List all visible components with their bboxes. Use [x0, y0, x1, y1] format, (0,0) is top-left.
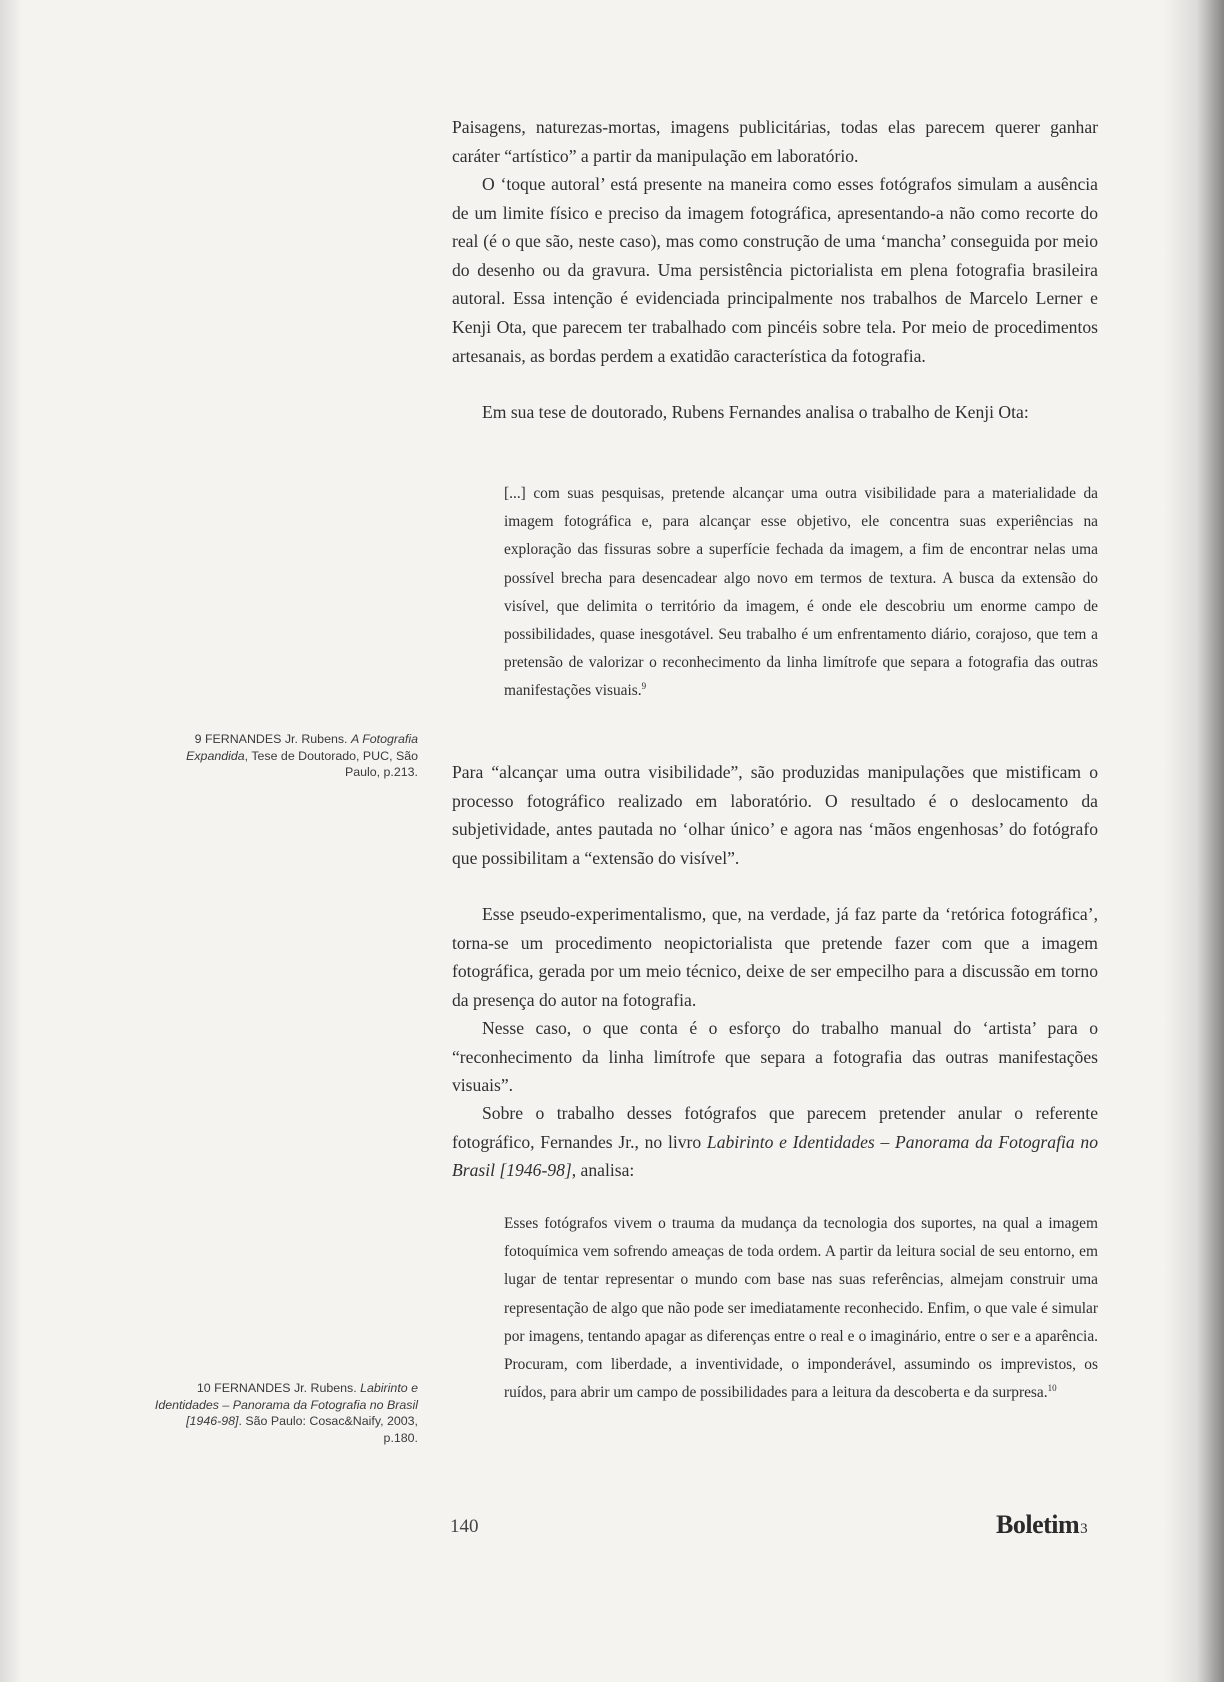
paragraph-4: Para “alcançar uma outra visibilidade”, são produzidas manipulações que mistificam o processo fotográfico realizado em laboratório. O resultado é o deslocamento da subjetividade, antes pautada no ‘olhar único’ e agora nas ‘mãos engenhosas’ do fotógrafo que possibilitam a “extensão do visível”. [452, 762, 1098, 868]
journal-name: Boletim [996, 1510, 1080, 1539]
block-quote-1-text: [...] com suas pesquisas, pretende alcançar uma outra visibilidade para a materialidade da imagem fotográfica e, para alcançar esse objetivo, ele concentra suas experiências na exploração das fissuras sobre a superfície fechada da imagem, a fim de encontrar nelas uma possível brecha para desencadear algo novo em termos de textura. A busca da extensão do visível, que delimita o território da imagem, é onde ele descobriu um enorme campo de possibilidades, quase inesgotável. Seu trabalho é um enfrentamento diário, corajoso, que tem a pretensão de valorizar o reconhecimento da linha limítrofe que separa a fotografia das outras manifestações visuais. [504, 485, 1098, 700]
footnote-9-rest: , Tese de Doutorado, PUC, São Paulo, p.213. [244, 748, 418, 780]
journal-issue: 3 [1080, 1521, 1088, 1537]
page-edge-shadow-right [1164, 0, 1224, 1682]
paragraph-6: Nesse caso, o que conta é o esforço do trabalho manual do ‘artista’ para o “reconhecimento da linha limítrofe que separa a fotografia das outras manifestações visuais”. [452, 1018, 1098, 1096]
footnote-9-title: A Fotografia Expandida [186, 732, 418, 763]
paragraph-1: Paisagens, naturezas-mortas, imagens publicitárias, todas elas parecem querer ganhar caráter “artístico” a partir da manipulação em laboratório. [452, 117, 1098, 166]
paragraph-2: O ‘toque autoral’ está presente na maneira como esses fotógrafos simulam a ausência de um limite físico e preciso da imagem fotográfica, apresentando-a não como recorte do real (é o que são, neste caso), mas como construção de uma ‘mancha’ conseguida por meio do desenho ou da gravura. Uma persistência pictorialista em plena fotografia brasileira autoral. Essa intenção é evidenciada principalmente nos trabalhos de Marcelo Lerner e Kenji Ota, que parecem ter trabalhado com pincéis sobre tela. Por meio de procedimentos artesanais, as bordas perdem a exatidão característica da fotografia. [452, 174, 1098, 366]
paragraph-7 [452, 1099, 1098, 1185]
journal-logo [996, 1510, 1087, 1540]
footnote-9-author: FERNANDES Jr. Rubens. [204, 732, 348, 746]
block-quote-2 [504, 1210, 1098, 1407]
paragraph-7-book-title: Labirinto e Identidades – Panorama da Fotografia no Brasil [1946-98] [452, 1131, 1098, 1181]
footnote-10-number: 10 [196, 1381, 211, 1395]
paragraph-5: Esse pseudo-experimentalismo, que, na verdade, já faz parte da ‘retórica fotográfica’, torna-se um procedimento neopictorialista que pretende fazer com que a imagem fotográfica, gerada por um meio técnico, deixe de ser empecilho para a discussão em torno da presença do autor na fotografia. [452, 904, 1098, 1010]
footnote-9 [150, 731, 418, 781]
footnote-10 [150, 1380, 418, 1446]
page-number: 140 [450, 1516, 479, 1537]
paragraph-7-text-before: Sobre o trabalho desses fotógrafos que parecem pretender anular o referente fotográfico, Fernandes Jr., no livro [452, 1103, 1098, 1152]
page-edge-shadow-left [0, 0, 22, 1682]
block-quote-2-text: Esses fotógrafos vivem o trauma da mudança da tecnologia dos suportes, na qual a imagem fotoquímica vem sofrendo ameaças de toda ordem. A partir da leitura social de seu entorno, em lugar de tentar representar o mundo com base nas suas referências, almejam construir uma representação de algo que não pode ser imediatamente reconhecido. Enfim, o que vale é simular por imagens, tentando apagar as diferenças entre o real e o imaginário, entre o ser e a aparência. Procuram, com liberdade, a inventividade, o imponderável, assumindo os imprevistos, os ruídos, para abrir um campo de possibilidades para a leitura da descoberta e da surpresa. [504, 1215, 1098, 1402]
footnote-ref-10[interactable]: 10 [1047, 1383, 1057, 1394]
footnote-10-title: Labirinto e Identidades – Panorama da Fotografia no Brasil [1946-98] [154, 1381, 418, 1429]
footnote-10-rest: . São Paulo: Cosac&Naify, 2003, p.180. [238, 1414, 418, 1445]
paragraph-3: Em sua tese de doutorado, Rubens Fernandes analisa o trabalho de Kenji Ota: [482, 402, 1029, 422]
footnote-9-number: 9 [194, 732, 202, 746]
footnote-10-author: FERNANDES Jr. Rubens. [214, 1381, 357, 1395]
paragraph-7-text-after: , analisa: [571, 1160, 635, 1181]
footnote-ref-9[interactable]: 9 [641, 681, 647, 692]
block-quote-1 [504, 480, 1098, 706]
